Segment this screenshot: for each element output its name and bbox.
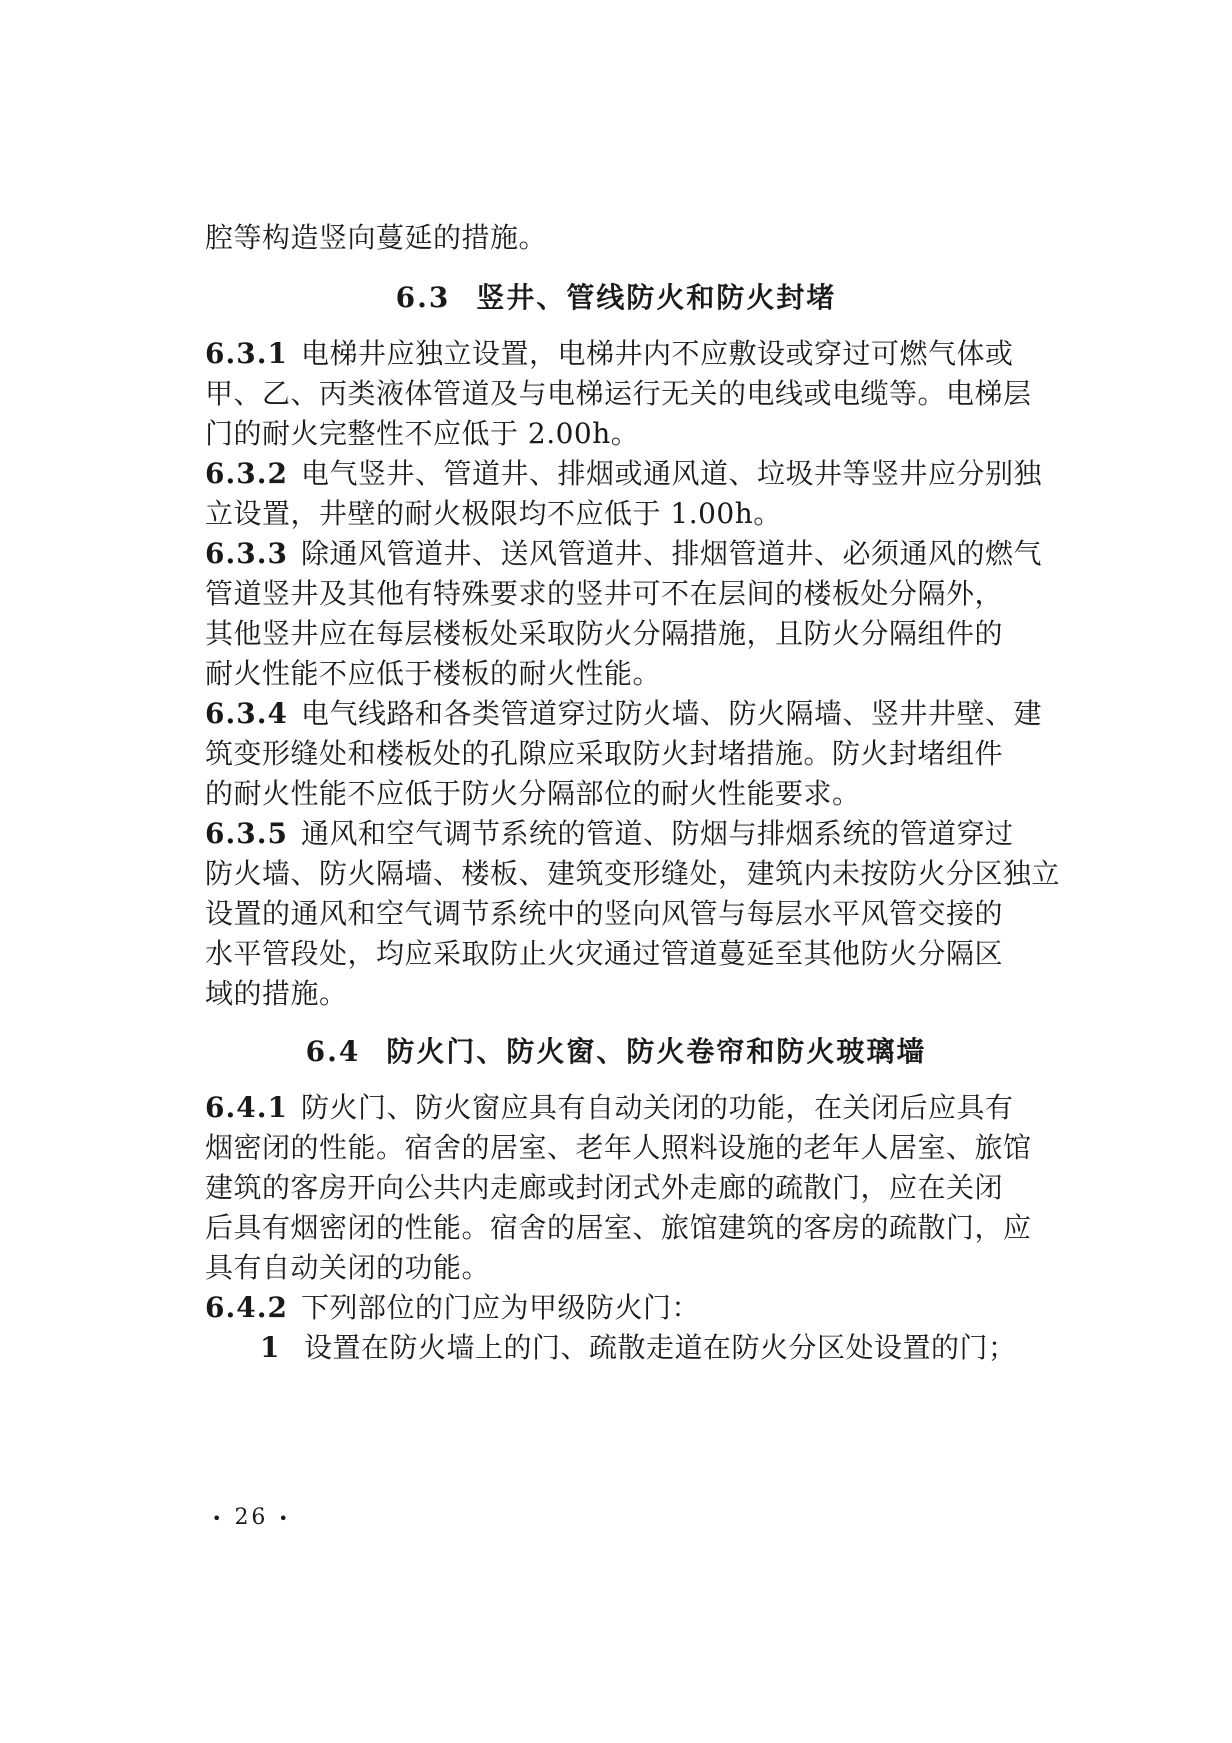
section-heading-6-3 [0, 278, 1232, 318]
clause-6-3-5-line-1 [205, 814, 1014, 854]
clause-6-3-5-line-5: 域的措施。 [205, 977, 348, 1010]
clause-6-3-2-line-1 [205, 454, 1043, 494]
section-number: 6.4 [305, 1035, 361, 1068]
clause-6-3-1-line-1 [205, 334, 1014, 374]
page-number [212, 1503, 291, 1534]
clause-6-4-2-item-1 [260, 1328, 1017, 1368]
clause-6-3-3-line-4: 耐火性能不应低于楼板的耐火性能。 [205, 657, 662, 690]
clause-number: 6.4.1 [205, 1091, 288, 1124]
clause-number: 6.4.2 [205, 1291, 288, 1324]
section-heading-6-4 [0, 1032, 1232, 1072]
clause-number: 6.3.4 [205, 697, 288, 730]
clause-text: 下列部位的门应为甲级防火门： [301, 1291, 701, 1324]
clause-number: 6.3.3 [205, 537, 288, 570]
clause-number: 6.3.1 [205, 337, 288, 370]
section-title: 竖井、管线防火和防火封堵 [476, 281, 837, 314]
clause-text: 通风和空气调节系统的管道、防烟与排烟系统的管道穿过 [301, 817, 1014, 850]
clause-text: 防火门、防火窗应具有自动关闭的功能，在关闭后应具有 [301, 1091, 1014, 1124]
clause-text: 电气竖井、管道井、排烟或通风道、垃圾井等竖井应分别独 [301, 457, 1043, 490]
clause-text: 除通风管道井、送风管道井、排烟管道井、必须通风的燃气 [301, 537, 1043, 570]
section-title: 防火门、防火窗、防火卷帘和防火玻璃墙 [386, 1035, 927, 1068]
clause-number: 6.3.2 [205, 457, 288, 490]
section-number: 6.3 [395, 281, 451, 314]
clause-text: 电气线路和各类管道穿过防火墙、防火隔墙、竖井井壁、建 [301, 697, 1043, 730]
clause-text: 电梯井应独立设置，电梯井内不应敷设或穿过可燃气体或 [301, 337, 1014, 370]
item-text: 设置在防火墙上的门、疏散走道在防火分区处设置的门； [304, 1331, 1017, 1364]
clause-6-3-3-line-2: 管道竖井及其他有特殊要求的竖井可不在层间的楼板处分隔外， [205, 577, 1004, 610]
page-number-dot-right: • [278, 1509, 291, 1528]
clause-6-3-4-line-3: 的耐火性能不应低于防火分隔部位的耐火性能要求。 [205, 777, 861, 810]
clause-6-4-2-line-1 [205, 1288, 990, 1328]
clause-6-3-1-line-3: 门的耐火完整性不应低于 2.00h。 [205, 417, 640, 450]
clause-6-3-1-line-2: 甲、乙、丙类液体管道及与电梯运行无关的电线或电缆等。电梯层 [205, 377, 1032, 410]
clause-6-3-2-line-2: 立设置，井壁的耐火极限均不应低于 1.00h。 [205, 497, 782, 530]
page-number-value: 26 [234, 1505, 269, 1530]
item-number: 1 [260, 1331, 280, 1364]
clause-6-4-1-line-5: 具有自动关闭的功能。 [205, 1251, 491, 1284]
clause-6-3-5-line-2: 防火墙、防火隔墙、楼板、建筑变形缝处，建筑内未按防火分区独立 [205, 857, 1061, 890]
clause-6-3-3-line-3: 其他竖井应在每层楼板处采取防火分隔措施，且防火分隔组件的 [205, 617, 1004, 650]
clause-6-3-5-line-4: 水平管段处，均应采取防止火灾通过管道蔓延至其他防火分隔区 [205, 937, 1004, 970]
clause-number: 6.3.5 [205, 817, 288, 850]
clause-6-3-4-line-1 [205, 694, 1043, 734]
page-number-dot-left: • [212, 1509, 225, 1528]
clause-6-4-1-line-4: 后具有烟密闭的性能。宿舍的居室、旅馆建筑的客房的疏散门，应 [205, 1211, 1032, 1244]
clause-6-4-1-line-1 [205, 1088, 1014, 1128]
clause-6-4-1-line-2: 烟密闭的性能。宿舍的居室、老年人照料设施的老年人居室、旅馆 [205, 1131, 1032, 1164]
continuation-text: 腔等构造竖向蔓延的措施。 [205, 221, 548, 254]
clause-6-3-3-line-1 [205, 534, 1043, 574]
clause-6-3-5-line-3: 设置的通风和空气调节系统中的竖向风管与每层水平风管交接的 [205, 897, 1004, 930]
clause-6-3-4-line-2: 筑变形缝处和楼板处的孔隙应采取防火封堵措施。防火封堵组件 [205, 737, 1004, 770]
clause-6-4-1-line-3: 建筑的客房开向公共内走廊或封闭式外走廊的疏散门，应在关闭 [205, 1171, 1004, 1204]
